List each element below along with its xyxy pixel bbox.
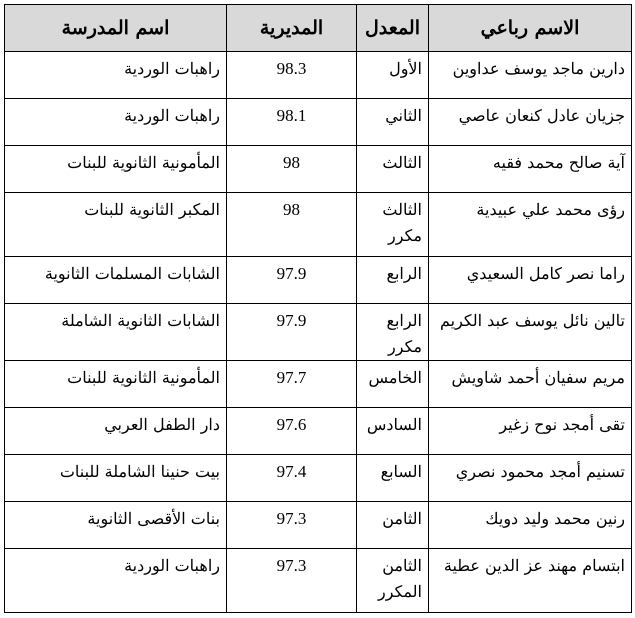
table-row — [5, 99, 632, 146]
results-table — [4, 4, 632, 613]
rank-cell — [357, 99, 429, 146]
header-row — [5, 5, 632, 52]
rank-repeat-label: مكرر — [388, 226, 422, 245]
score-cell: 98.3 — [227, 52, 357, 99]
score-cell: 97.4 — [227, 455, 357, 502]
school-cell: راهبات الوردية — [5, 99, 227, 146]
student-name-cell: جزيان عادل كنعان عاصي — [429, 99, 632, 146]
rank-cell — [357, 361, 429, 408]
rank-label: الثامن — [382, 556, 422, 575]
header-rank: المعدل — [357, 5, 429, 52]
table-row — [5, 193, 632, 257]
score-cell: 97.9 — [227, 304, 357, 361]
rank-cell — [357, 193, 429, 257]
table-row — [5, 361, 632, 408]
header-score: المديرية — [227, 5, 357, 52]
student-name-cell: تالين نائل يوسف عبد الكريم — [429, 304, 632, 361]
rank-label: الخامس — [368, 368, 422, 387]
rank-label: السادس — [366, 415, 422, 434]
school-cell: راهبات الوردية — [5, 549, 227, 613]
student-name-cell: ابتسام مهند عز الدين عطية — [429, 549, 632, 613]
rank-cell — [357, 304, 429, 361]
school-cell: الشابات الثانوية الشاملة — [5, 304, 227, 361]
student-name-cell: تقى أمجد نوح زغير — [429, 408, 632, 455]
score-cell: 97.3 — [227, 549, 357, 613]
rank-cell — [357, 455, 429, 502]
header-name: الاسم رباعي — [429, 5, 632, 52]
rank-label: الثالث — [382, 153, 422, 172]
school-cell: المأمونية الثانوية للبنات — [5, 361, 227, 408]
table-row — [5, 304, 632, 361]
rank-cell — [357, 502, 429, 549]
rank-cell — [357, 52, 429, 99]
score-cell: 98 — [227, 146, 357, 193]
score-cell: 98 — [227, 193, 357, 257]
student-name-cell: راما نصر كامل السعيدي — [429, 257, 632, 304]
student-name-cell: مريم سفيان أحمد شاويش — [429, 361, 632, 408]
rank-label: الرابع مكرر — [386, 311, 422, 356]
score-cell: 97.3 — [227, 502, 357, 549]
table-row — [5, 408, 632, 455]
rank-cell — [357, 146, 429, 193]
rank-cell — [357, 549, 429, 613]
student-name-cell: دارين ماجد يوسف عداوين — [429, 52, 632, 99]
table-row — [5, 257, 632, 304]
student-name-cell: تسنيم أمجد محمود نصري — [429, 455, 632, 502]
table-row — [5, 146, 632, 193]
score-cell: 97.7 — [227, 361, 357, 408]
table-row — [5, 455, 632, 502]
school-cell: الشابات المسلمات الثانوية — [5, 257, 227, 304]
score-cell: 97.9 — [227, 257, 357, 304]
school-cell: بنات الأقصى الثانوية — [5, 502, 227, 549]
student-name-cell: رؤى محمد علي عبيدية — [429, 193, 632, 257]
student-name-cell: آية صالح محمد فقيه — [429, 146, 632, 193]
table-row — [5, 549, 632, 613]
table-body — [5, 52, 632, 613]
rank-label: السابع — [380, 462, 422, 481]
school-cell: دار الطفل العربي — [5, 408, 227, 455]
school-cell: المكبر الثانوية للبنات — [5, 193, 227, 257]
school-cell: بيت حنينا الشاملة للبنات — [5, 455, 227, 502]
score-cell: 98.1 — [227, 99, 357, 146]
header-school: اسم المدرسة — [5, 5, 227, 52]
rank-label: الأول — [389, 59, 422, 78]
school-cell: راهبات الوردية — [5, 52, 227, 99]
rank-cell — [357, 408, 429, 455]
rank-repeat-label: المكرر — [378, 582, 422, 601]
rank-label: الثالث — [382, 200, 422, 219]
table-row — [5, 502, 632, 549]
student-name-cell: رنين محمد وليد دويك — [429, 502, 632, 549]
rank-label: الرابع — [386, 264, 422, 283]
school-cell: المأمونية الثانوية للبنات — [5, 146, 227, 193]
rank-cell — [357, 257, 429, 304]
score-cell: 97.6 — [227, 408, 357, 455]
results-table-container — [4, 4, 632, 613]
rank-label: الثامن — [382, 509, 422, 528]
table-row — [5, 52, 632, 99]
rank-label: الثاني — [385, 106, 422, 125]
